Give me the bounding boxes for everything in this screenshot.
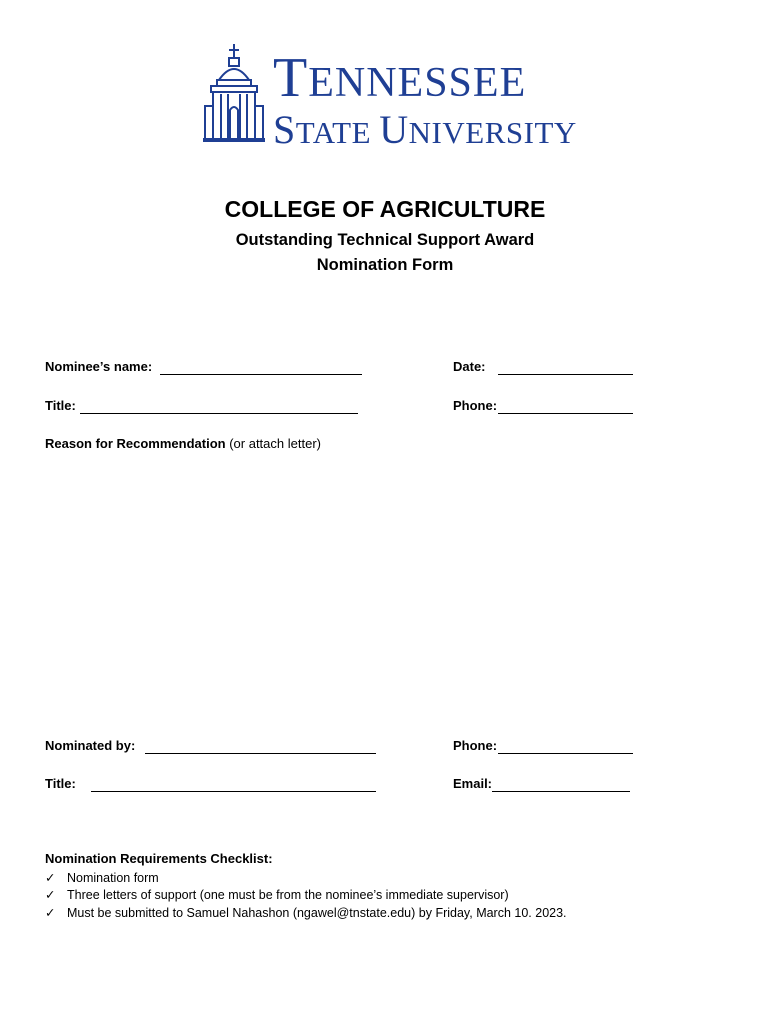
nominator-phone-field[interactable] — [498, 739, 633, 754]
nominee-name-field[interactable] — [160, 360, 362, 375]
award-title: Outstanding Technical Support Award — [235, 231, 535, 249]
nominee-title-label: Title: — [45, 398, 76, 413]
logo-line-state-university: STATE UNIVERSITY — [273, 107, 577, 152]
reason-label: Reason for Recommendation — [45, 436, 226, 451]
logo-line-tennessee: TENNESSEE — [273, 47, 527, 109]
nominated-by-label: Nominated by: — [45, 738, 136, 753]
college-title: COLLEGE OF AGRICULTURE — [224, 196, 546, 222]
nominee-name-label: Nominee’s name: — [45, 359, 153, 374]
checklist-item-text: Three letters of support (one must be from the nominee’s immediate supervisor) — [67, 888, 509, 902]
checklist-item-text: Nomination form — [67, 871, 159, 885]
nominator-title-label: Title: — [45, 776, 76, 791]
university-logo — [203, 44, 577, 152]
checklist-item — [45, 905, 567, 920]
form-title: Nomination Form — [316, 256, 454, 274]
date-field[interactable] — [498, 360, 633, 375]
nominator-title-field[interactable] — [91, 777, 376, 792]
reason-heading — [45, 436, 321, 451]
nominee-phone-label: Phone: — [453, 398, 498, 413]
checkmark-icon: ✓ — [45, 906, 56, 920]
email-field[interactable] — [492, 777, 630, 792]
checklist-title: Nomination Requirements Checklist: — [45, 851, 273, 866]
checkmark-icon: ✓ — [45, 888, 56, 902]
dome-building-icon — [203, 44, 265, 142]
email-label: Email: — [453, 776, 493, 791]
reason-note: (or attach letter) — [229, 436, 321, 451]
checklist-item-text: Must be submitted to Samuel Nahashon (ngawel@tnstate.edu) by Friday, March 10. 2023. — [67, 906, 567, 920]
checklist-item — [45, 870, 159, 885]
checklist-item — [45, 887, 509, 902]
nominated-by-field[interactable] — [145, 739, 376, 754]
nominee-phone-field[interactable] — [498, 399, 633, 414]
nominee-title-field[interactable] — [80, 399, 358, 414]
date-label: Date: — [453, 359, 486, 374]
nominator-phone-label: Phone: — [453, 738, 498, 753]
checkmark-icon: ✓ — [45, 871, 56, 885]
